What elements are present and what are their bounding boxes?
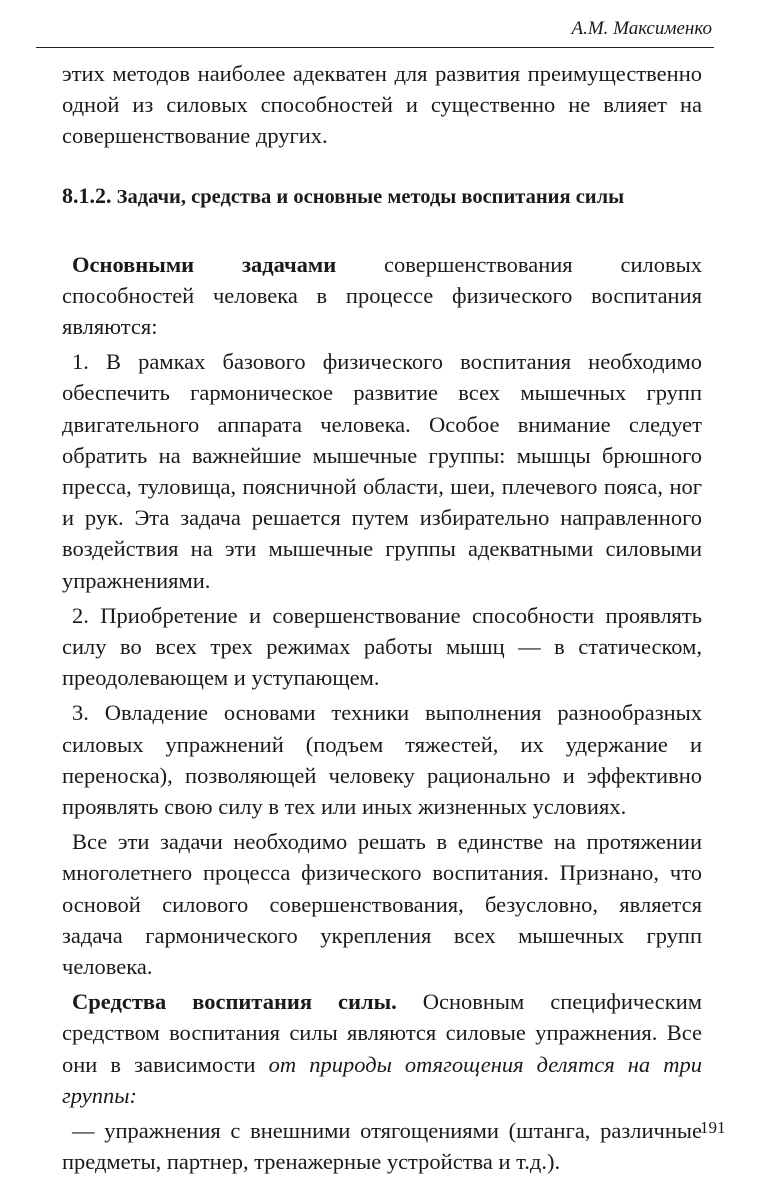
- task-item-2: 2. Приобретение и совершенствование способности проявлять силу во всех трех режимах работы мышц — в статическом, преодолевающем и уступающем.: [62, 602, 702, 691]
- paragraph-means: [62, 986, 702, 1111]
- header-rule: [36, 47, 714, 48]
- list-item-external-weights: — упражнения с внешними отягощениями (штанга, различные предметы, партнер, тренажерные устройства и т.д.).: [62, 1118, 702, 1175]
- section-heading: [62, 182, 702, 211]
- term-means: Средства воспитания силы.: [72, 989, 397, 1015]
- task-item-3: 3. Овладение основами техники выполнения разнообразных силовых упражнений (подъем тяжестей, их удержание и переноска), позволяющей человеку рационально и эффективно проявлять свою силу в тех или иных жизненных условиях.: [62, 700, 702, 820]
- paragraph-means-text: Основным специфическим средством воспитания силы являются силовые упражнения. Все они в зависимости: [62, 989, 702, 1077]
- running-header-author: А.М. Максименко: [571, 18, 712, 39]
- section-number: 8.1.2.: [62, 182, 112, 208]
- page-body: [62, 58, 702, 1182]
- page-number: 191: [700, 1118, 726, 1137]
- paragraph-continuation: этих методов наиболее адекватен для развития преимущественно одной из силовых способностей и существенно не влияет на совершенствование других.: [62, 61, 702, 149]
- term-main-tasks: Основными задачами: [72, 251, 337, 277]
- paragraph-main-tasks-text: совершенствования силовых способностей человека в процессе физического воспитания являются:: [62, 251, 702, 340]
- paragraph-summary: Все эти задачи необходимо решать в единстве на протяжении многолетнего процесса физического воспитания. Признано, что основой силового совершенствования, безусловно, является задача гармонического укрепления всех мышечных групп человека.: [62, 829, 702, 980]
- task-item-1: 1. В рамках базового физического воспитания необходимо обеспечить гармоническое развитие всех мышечных групп двигательного аппарата человека. Особое внимание следует обратить на важнейшие мышечные группы: мышцы брюшного пресса, туловища, поясничной области, шеи, плечевого пояса, ног и рук. Эта задача решается путем избирательно направленного воздействия на эти мышечные группы адекватными силовыми упражнениями.: [62, 349, 702, 593]
- paragraph-means-italic: от природы отягощения делятся на три группы:: [62, 1051, 702, 1108]
- section-title: Задачи, средства и основные методы воспитания силы: [116, 185, 625, 208]
- paragraph-main-tasks: [62, 249, 702, 343]
